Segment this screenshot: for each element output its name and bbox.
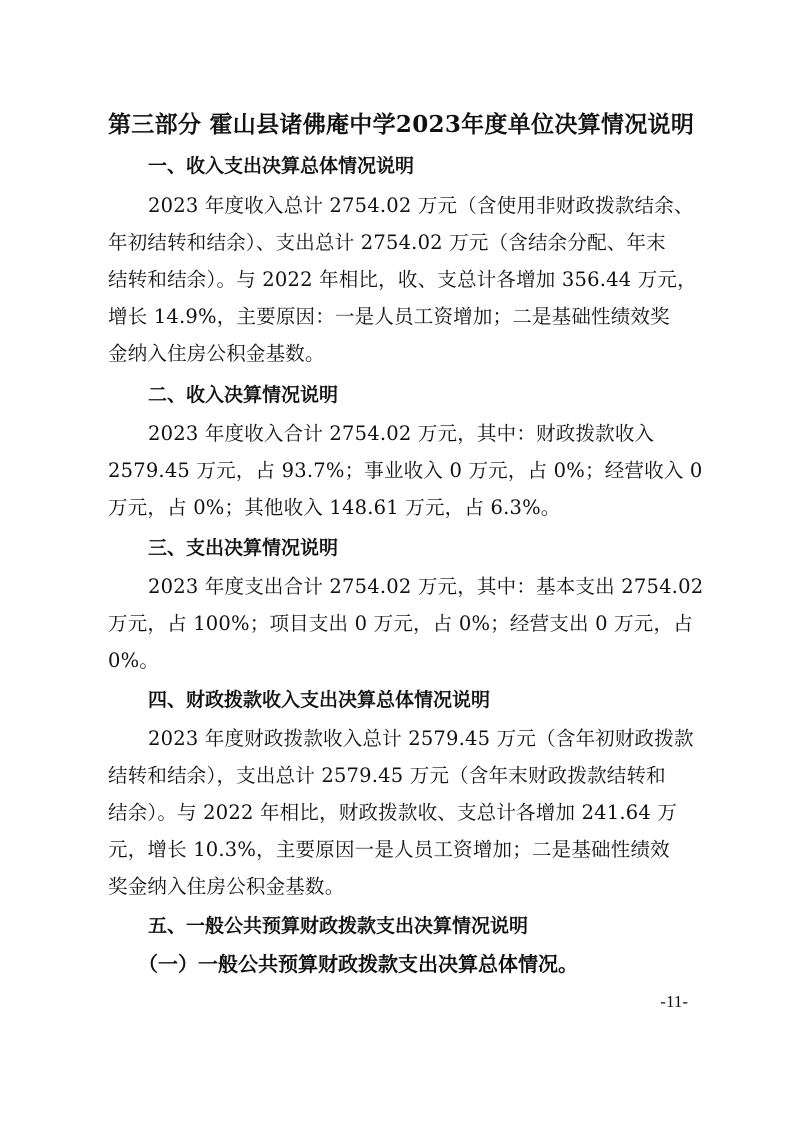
paragraph-line: 结余）。与 2022 年相比，财政拨款收、支总计各增加 241.64 万 — [108, 801, 678, 824]
paragraph-line: 2023 年度收入总计 2754.02 万元（含使用非财政拨款结余、 — [148, 194, 694, 217]
paragraph-line: 万元，占 100%；项目支出 0 万元，占 0%；经营支出 0 万元，占 — [108, 612, 693, 635]
section-heading-2: 二、收入决算情况说明 — [148, 384, 339, 406]
subsection-heading: （一）一般公共预算财政拨款支出决算总体情况。 — [138, 952, 578, 976]
paragraph-line: 2023 年度支出合计 2754.02 万元，其中：基本支出 2754.02 — [148, 575, 704, 598]
paragraph-line: 结转和结余）。与 2022 年相比，收、支总计各增加 356.44 万元， — [108, 268, 697, 291]
paragraph-line: 万元，占 0%；其他收入 148.61 万元，占 6.3%。 — [108, 496, 561, 519]
paragraph-line: 年初结转和结余）、支出总计 2754.02 万元（含结余分配、年末 — [108, 231, 666, 254]
page-title: 第三部分 霍山县诸佛庵中学2023年度单位决算情况说明 — [108, 111, 695, 138]
paragraph-line: 增长 14.9%，主要原因：一是人员工资增加；二是基础性绩效奖 — [108, 305, 670, 328]
paragraph-line: 结转和结余），支出总计 2579.45 万元（含年末财政拨款结转和 — [108, 764, 666, 787]
page-number: -11- — [660, 992, 688, 1011]
paragraph-line: 2023 年度收入合计 2754.02 万元，其中：财政拨款收入 — [148, 422, 655, 445]
section-heading-4: 四、财政拨款收入支出决算总体情况说明 — [148, 689, 491, 711]
paragraph-line: 金纳入住房公积金基数。 — [108, 342, 325, 365]
section-heading-1: 一、收入支出决算总体情况说明 — [148, 155, 415, 177]
section-heading-5: 五、一般公共预算财政拨款支出决算情况说明 — [148, 915, 529, 937]
paragraph-line: 2023 年度财政拨款收入总计 2579.45 万元（含年初财政拨款 — [148, 727, 694, 750]
section-heading-3: 三、支出决算情况说明 — [148, 537, 339, 559]
paragraph-line: 元，增长 10.3%，主要原因一是人员工资增加；二是基础性绩效 — [108, 838, 670, 861]
paragraph-line: 2579.45 万元，占 93.7%；事业收入 0 万元，占 0%；经营收入 0 — [108, 459, 703, 482]
paragraph-line: 奖金纳入住房公积金基数。 — [108, 875, 345, 898]
paragraph-line: 0%。 — [108, 649, 160, 672]
